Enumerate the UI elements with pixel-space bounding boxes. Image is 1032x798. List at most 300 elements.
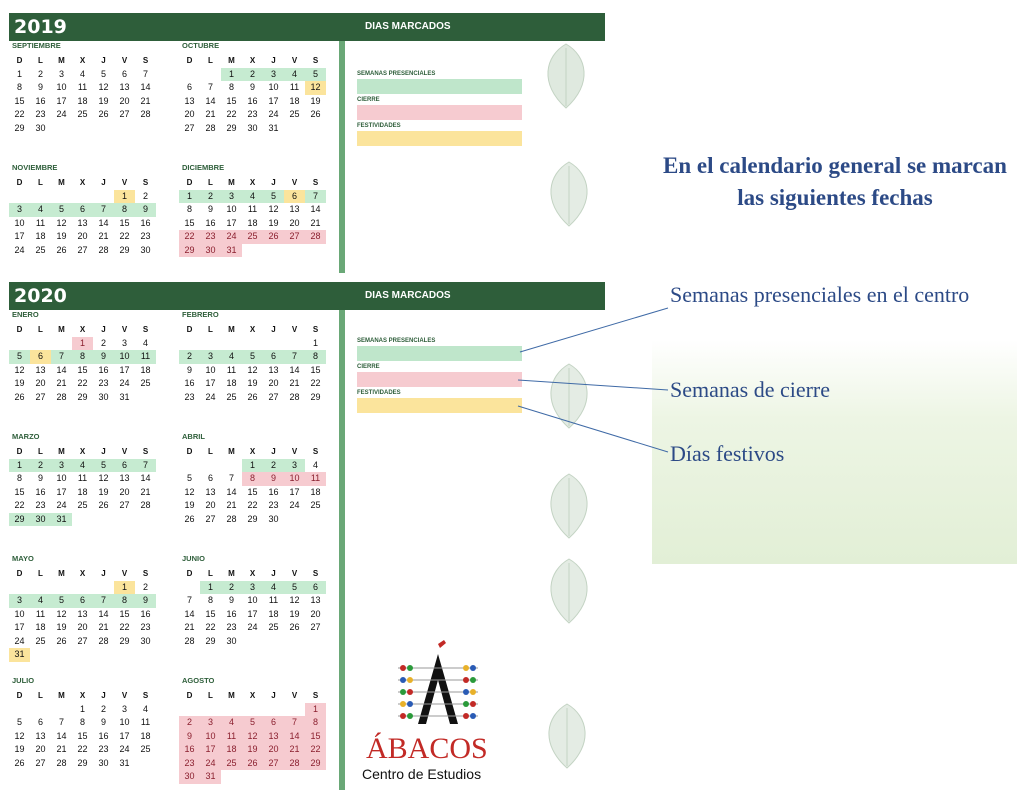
weekday-header: J [101,447,106,456]
day-cell: 14 [226,486,237,497]
weekday-header: M [228,569,235,578]
weekday-header: D [16,447,23,456]
day-cell: 27 [35,391,46,402]
month-name: MAYO [12,554,34,563]
month-name: FEBRERO [182,310,219,319]
day-cell: 1 [79,703,85,714]
month-name: JUNIO [182,554,205,563]
day-cell: 7 [93,203,114,217]
day-cell: 1 [114,581,135,595]
day-cell: 8 [72,350,93,364]
weekday-header: V [291,569,298,578]
day-cell: 30 [268,513,279,524]
day-cell: 24 [56,500,67,510]
day-cell: 18 [226,378,237,388]
day-cell: 15 [119,217,130,228]
day-cell: 22 [226,109,237,119]
day-cell: 22 [119,231,130,241]
weekday-header: S [312,691,319,700]
day-cell: 23 [268,500,279,510]
day-cell: 1 [305,703,326,717]
day-cell: 16 [226,608,237,619]
day-cell: 2 [142,581,148,592]
weekday-header: J [271,178,276,187]
weekday-header: L [208,325,213,334]
day-cell: 12 [247,364,258,375]
day-cell: 18 [35,231,46,241]
day-cell: 13 [77,608,88,619]
day-cell: 26 [247,391,258,402]
weekday-header: V [121,56,128,65]
day-cell: 8 [305,716,326,730]
day-cell: 19 [98,486,109,497]
day-cell: 27 [119,500,130,510]
day-cell: 26 [56,635,67,646]
day-cell: 20 [77,622,88,632]
day-cell: 9 [263,472,284,486]
day-cell: 17 [56,95,67,106]
day-cell: 11 [247,204,258,214]
day-cell: 28 [205,122,216,133]
day-cell: 2 [30,459,51,473]
day-cell: 15 [14,95,25,106]
day-cell: 16 [179,743,200,757]
day-cell: 20 [205,500,216,510]
weekday-header: S [312,569,319,578]
day-cell: 12 [56,217,67,228]
day-cell: 3 [121,703,127,714]
day-cell: 4 [263,581,284,595]
day-cell: 28 [140,500,151,510]
day-cell: 29 [14,122,25,133]
weekday-header: D [186,569,193,578]
day-cell: 28 [305,230,326,244]
day-cell: 11 [140,717,151,727]
day-cell: 13 [310,595,321,605]
day-cell: 10 [114,350,135,364]
day-cell: 23 [140,622,151,632]
day-cell: 19 [310,95,321,106]
day-cell: 18 [247,217,258,228]
day-cell: 16 [35,486,46,497]
weekday-header: D [186,325,193,334]
day-cell: 28 [289,391,300,402]
day-cell: 25 [77,109,88,119]
day-cell: 8 [242,472,263,486]
day-cell: 19 [56,231,67,241]
callout-line-cierre [518,380,668,390]
day-cell: 24 [200,757,221,771]
day-cell: 2 [100,703,106,714]
weekday-header: L [208,447,213,456]
weekday-header: L [208,691,213,700]
weekday-header: M [58,325,65,334]
day-cell: 6 [263,716,284,730]
day-cell: 3 [242,581,263,595]
day-cell: 11 [305,472,326,486]
weekday-header: S [142,447,149,456]
day-cell: 29 [9,513,30,527]
day-cell: 18 [289,95,300,106]
day-cell: 5 [51,203,72,217]
day-cell: 10 [200,730,221,744]
day-cell: 23 [35,500,46,510]
day-cell: 4 [312,459,318,470]
weekday-header: V [291,447,298,456]
day-cell: 10 [14,217,25,228]
day-cell: 2 [263,459,284,473]
day-cell: 3 [9,594,30,608]
day-cell: 30 [140,635,151,646]
day-cell: 9 [207,204,213,214]
weekday-header: V [291,325,298,334]
weekday-header: D [16,691,23,700]
abacus-icon [358,640,518,735]
day-cell: 12 [98,82,109,92]
day-cell: 25 [226,391,237,402]
weekday-header: J [271,325,276,334]
day-cell: 22 [14,500,25,510]
day-cell: 28 [284,757,305,771]
day-cell: 23 [247,109,258,119]
day-cell: 18 [310,486,321,497]
day-cell: 4 [221,716,242,730]
day-cell: 12 [14,730,25,741]
weekday-header: S [312,56,319,65]
day-cell: 28 [140,109,151,119]
day-cell: 25 [140,378,151,388]
day-cell: 26 [14,757,25,768]
day-cell: 17 [289,486,300,497]
day-cell: 1 [72,337,93,351]
day-cell: 31 [119,391,130,402]
day-cell: 16 [140,608,151,619]
day-cell: 30 [200,244,221,258]
day-cell: 7 [58,717,64,727]
legend-label-festividades: FESTIVIDADES [357,390,401,396]
weekday-header: X [79,691,86,700]
day-cell: 5 [242,350,263,364]
day-cell: 7 [284,350,305,364]
day-cell: 20 [268,378,279,388]
day-cell: 25 [221,757,242,771]
day-cell: 15 [77,364,88,375]
day-cell: 4 [242,190,263,204]
day-cell: 5 [305,68,326,82]
weekday-header: V [121,447,128,456]
day-cell: 1 [114,190,135,204]
day-cell: 19 [289,608,300,619]
day-cell: 9 [37,473,43,483]
day-cell: 2 [37,68,43,79]
day-cell: 3 [9,203,30,217]
day-cell: 9 [135,203,156,217]
day-cell: 15 [226,95,237,106]
day-cell: 24 [205,391,216,402]
day-cell: 15 [305,730,326,744]
day-cell: 18 [268,608,279,619]
day-cell: 5 [93,459,114,473]
day-cell: 5 [186,473,192,483]
weekday-header: S [312,178,319,187]
day-cell: 2 [242,68,263,82]
day-cell: 24 [14,244,25,255]
day-cell: 1 [312,337,318,348]
day-cell: 6 [72,203,93,217]
day-cell: 9 [186,364,192,375]
day-cell: 21 [205,109,216,119]
weekday-header: S [142,56,149,65]
weekday-header: V [291,56,298,65]
day-cell: 16 [140,217,151,228]
weekday-header: V [121,178,128,187]
month-name: MARZO [12,432,40,441]
day-cell: 12 [289,595,300,605]
day-cell: 25 [77,500,88,510]
day-cell: 15 [184,217,195,228]
day-cell: 26 [263,230,284,244]
day-cell: 18 [77,95,88,106]
day-cell: 13 [289,204,300,214]
day-cell: 24 [289,500,300,510]
day-cell: 8 [207,595,213,605]
day-cell: 3 [221,190,242,204]
day-cell: 2 [100,337,106,348]
day-cell: 11 [35,217,46,228]
weekday-header: X [79,56,86,65]
weekday-header: L [38,56,43,65]
day-cell: 6 [72,594,93,608]
month-name: AGOSTO [182,676,215,685]
day-cell: 28 [56,391,67,402]
day-cell: 28 [184,635,195,646]
day-cell: 16 [205,217,216,228]
day-cell: 11 [77,473,88,483]
day-cell: 30 [98,757,109,768]
day-cell: 27 [205,513,216,524]
day-cell: 17 [205,378,216,388]
day-cell: 22 [205,622,216,632]
day-cell: 15 [205,608,216,619]
day-cell: 12 [14,364,25,375]
day-cell: 27 [263,757,284,771]
day-cell: 7 [284,716,305,730]
day-cell: 15 [77,730,88,741]
day-cell: 17 [226,217,237,228]
day-cell: 15 [310,364,321,375]
day-cell: 22 [305,743,326,757]
day-cell: 19 [14,744,25,754]
note-festivos: Días festivos [670,441,785,466]
day-cell: 29 [226,122,237,133]
day-cell: 11 [135,350,156,364]
day-cell: 23 [200,230,221,244]
day-cell: 24 [119,744,130,754]
weekday-header: L [208,178,213,187]
day-cell: 9 [135,594,156,608]
weekday-header: M [228,325,235,334]
day-cell: 25 [35,244,46,255]
day-cell: 26 [289,622,300,632]
day-cell: 10 [205,364,216,375]
day-cell: 6 [30,350,51,364]
weekday-header: M [58,178,65,187]
day-cell: 7 [51,350,72,364]
day-cell: 9 [100,717,106,727]
day-cell: 23 [184,391,195,402]
day-cell: 7 [142,68,148,79]
day-cell: 9 [249,82,255,92]
day-cell: 7 [135,459,156,473]
weekday-header: S [142,569,149,578]
weekday-header: M [58,569,65,578]
day-cell: 10 [56,82,67,92]
day-cell: 31 [9,648,30,662]
weekday-header: S [142,178,149,187]
day-cell: 11 [221,730,242,744]
day-cell: 13 [263,730,284,744]
day-cell: 6 [114,459,135,473]
day-cell: 7 [186,595,192,605]
day-cell: 22 [247,500,258,510]
day-cell: 27 [119,109,130,119]
month-name: ABRIL [182,432,205,441]
weekday-header: M [228,447,235,456]
day-cell: 8 [79,717,85,727]
day-cell: 24 [268,109,279,119]
day-cell: 1 [16,68,22,79]
day-cell: 26 [56,244,67,255]
day-cell: 20 [119,486,130,497]
day-cell: 21 [98,231,109,241]
weekday-header: X [249,325,256,334]
day-cell: 17 [56,486,67,497]
day-cell: 19 [14,378,25,388]
day-cell: 11 [35,608,46,619]
day-cell: 18 [221,743,242,757]
month-name: JULIO [12,676,35,685]
day-cell: 28 [98,635,109,646]
day-cell: 21 [289,378,300,388]
weekday-header: L [38,325,43,334]
day-cell: 8 [114,203,135,217]
day-cell: 21 [98,622,109,632]
day-cell: 22 [77,378,88,388]
day-cell: 2 [221,581,242,595]
day-cell: 17 [119,364,130,375]
weekday-header: X [79,447,86,456]
day-cell: 30 [140,244,151,255]
day-cell: 4 [142,337,148,348]
day-cell: 18 [35,622,46,632]
day-cell: 23 [35,109,46,119]
day-cell: 7 [305,190,326,204]
weekday-header: D [186,56,193,65]
day-cell: 26 [310,109,321,119]
day-cell: 14 [56,730,67,741]
day-cell: 10 [14,608,25,619]
day-cell: 12 [56,608,67,619]
day-cell: 27 [77,244,88,255]
day-cell: 2 [200,190,221,204]
day-cell: 6 [263,350,284,364]
day-cell: 29 [77,391,88,402]
weekday-header: M [58,447,65,456]
day-cell: 9 [228,595,234,605]
day-cell: 4 [221,350,242,364]
day-cell: 14 [56,364,67,375]
weekday-header: J [271,56,276,65]
day-cell: 21 [184,622,195,632]
day-cell: 26 [98,500,109,510]
weekday-header: X [249,447,256,456]
day-cell: 5 [51,594,72,608]
day-cell: 24 [119,378,130,388]
day-cell: 21 [284,743,305,757]
day-cell: 21 [140,486,151,497]
day-cell: 22 [14,109,25,119]
year-label: 2019 [14,16,67,38]
day-cell: 13 [77,217,88,228]
day-cell: 26 [184,513,195,524]
weekday-header: D [16,325,23,334]
day-cell: 27 [310,622,321,632]
day-cell: 1 [200,581,221,595]
day-cell: 3 [284,459,305,473]
day-cell: 15 [247,486,258,497]
weekday-header: J [271,691,276,700]
weekday-header: V [121,691,128,700]
weekday-header: X [79,325,86,334]
day-cell: 22 [179,230,200,244]
day-cell: 6 [37,717,43,727]
weekday-header: V [121,569,128,578]
weekday-header: D [186,178,193,187]
day-cell: 26 [242,757,263,771]
day-cell: 1 [221,68,242,82]
day-cell: 21 [56,744,67,754]
day-cell: 2 [179,350,200,364]
day-cell: 12 [184,486,195,497]
marked-days-title: DIAS MARCADOS [365,290,451,301]
day-cell: 12 [305,81,326,95]
day-cell: 7 [228,473,234,483]
day-cell: 24 [56,109,67,119]
weekday-header: J [101,569,106,578]
year-label: 2020 [14,285,67,307]
legend-label-presenciales: SEMANAS PRESENCIALES [357,338,436,344]
day-cell: 26 [98,109,109,119]
day-cell: 31 [221,244,242,258]
day-cell: 30 [226,635,237,646]
day-cell: 18 [140,364,151,375]
day-cell: 2 [142,190,148,201]
day-cell: 10 [226,204,237,214]
weekday-header: M [228,691,235,700]
day-cell: 27 [268,391,279,402]
day-cell: 29 [119,635,130,646]
weekday-header: M [228,56,235,65]
day-cell: 25 [268,622,279,632]
weekday-header: M [58,56,65,65]
weekday-header: V [291,178,298,187]
day-cell: 10 [56,473,67,483]
day-cell: 21 [310,217,321,228]
day-cell: 29 [305,757,326,771]
weekday-header: L [38,691,43,700]
day-cell: 3 [200,350,221,364]
weekday-header: J [271,447,276,456]
